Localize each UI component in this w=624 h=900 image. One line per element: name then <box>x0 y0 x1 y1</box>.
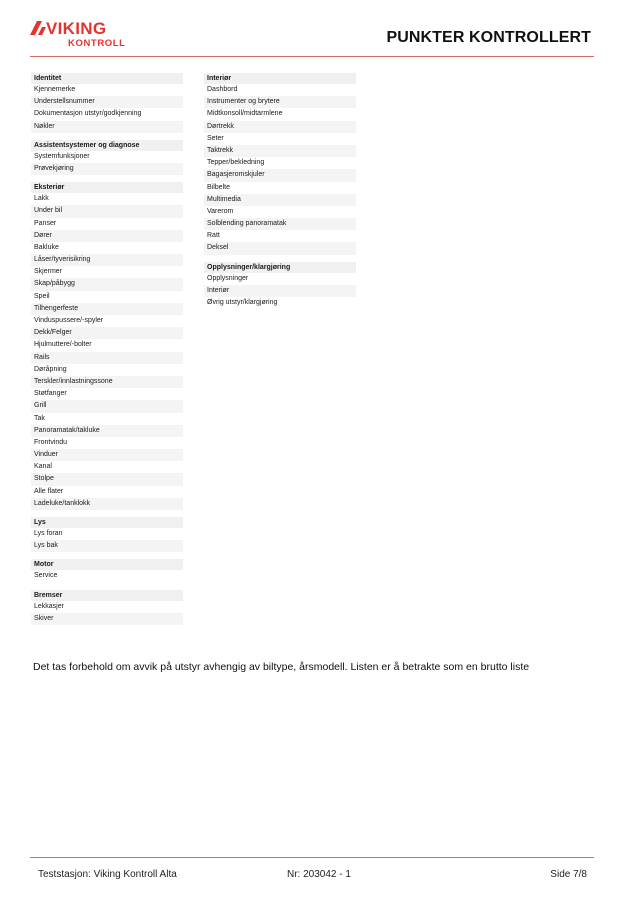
section-bremser <box>31 590 183 625</box>
section-motor <box>31 559 183 582</box>
section-identitet <box>31 73 183 133</box>
checklist-item: Stolpe <box>31 473 183 485</box>
checklist-item: Bagasjeromskjuler <box>204 169 356 181</box>
checklist-item: Seter <box>207 134 224 142</box>
section-heading: Eksteriør <box>31 182 183 193</box>
checklist-item: Skiver <box>31 613 183 625</box>
checklist-item: Speil <box>34 292 50 300</box>
checklist-item: Lys foran <box>34 530 63 537</box>
checklist-item: Taktrekk <box>204 145 356 157</box>
section-heading: Bremser <box>31 590 183 601</box>
checklist-left-column <box>31 73 183 632</box>
checklist-item: Bilbelte <box>207 183 230 191</box>
checklist-item: Kanal <box>34 463 52 471</box>
section-eksteriør <box>31 182 183 510</box>
checklist-item: Solblending panoramatak <box>204 218 356 230</box>
checklist-item: Tepper/bekledning <box>207 159 265 167</box>
checklist-item: Ladeluke/tanklokk <box>31 498 183 510</box>
checklist-item: Frontvindu <box>34 438 68 446</box>
footer-report-number: Nr: 203042 - 1 <box>287 869 351 880</box>
checklist-item: Panser <box>34 219 57 227</box>
disclaimer-text: Det tas forbehold om avvik på utstyr avhengig av biltype, årsmodell. Listen er å betrakte som en brutto liste <box>33 661 530 673</box>
checklist-item: Panoramatak/takluke <box>31 425 183 437</box>
checklist-item: Rails <box>31 352 183 364</box>
section-assistentsystemer-og-diagnose <box>31 140 183 175</box>
checklist-item: Dokumentasjon utstyr/godkjenning <box>34 110 142 118</box>
checklist-item: Varerom <box>207 207 234 215</box>
section-lys <box>31 517 183 552</box>
checklist-item: Øvrig utstyr/klargjøring <box>207 299 278 306</box>
checklist-item: Dørtrekk <box>204 121 356 133</box>
checklist-item: Kjennemerke <box>34 86 76 93</box>
section-interiør <box>204 73 356 255</box>
checklist-item: Skap/påbygg <box>31 278 183 290</box>
checklist-item: Dashbord <box>207 86 238 93</box>
footer-divider <box>30 857 594 858</box>
checklist-item: Støtfanger <box>34 390 67 398</box>
page-title: PUNKTER KONTROLLERT <box>386 29 591 46</box>
checklist-item: Service <box>34 572 58 580</box>
section-opplysninger-klargjøring <box>204 262 356 310</box>
checklist-item: Grill <box>31 400 183 412</box>
checklist-item: Dekk/Felger <box>31 327 183 339</box>
section-heading: Motor <box>31 559 183 570</box>
checklist-item: Multimedia <box>204 194 356 206</box>
checklist-item: Under bil <box>31 205 183 217</box>
footer-page-number: Side 7/8 <box>550 869 587 880</box>
checklist-item: Alle flater <box>34 487 64 495</box>
checklist-item: Lekkasjer <box>34 602 64 610</box>
checklist-item: Tak <box>34 414 45 422</box>
page-header <box>0 0 624 58</box>
section-heading: Interiør <box>204 73 356 84</box>
checklist-item: Terskler/innlastningssone <box>31 376 183 388</box>
checklist-item: Nøkler <box>31 121 183 133</box>
checklist-item: Skjermer <box>34 268 63 276</box>
checklist-item: Opplysninger <box>207 274 249 282</box>
checklist-item: Ratt <box>207 232 220 240</box>
checklist-item: Hjulmuttere/-bolter <box>34 341 92 349</box>
checklist-item: Dører <box>31 230 183 242</box>
logo-subtext: KONTROLL <box>68 38 126 49</box>
checklist-item: Prøvekjøring <box>31 163 183 175</box>
checklist-item: Bakluke <box>34 243 59 251</box>
checklist-item: Midtkonsoll/midtarmlene <box>207 110 283 118</box>
section-heading: Identitet <box>31 73 183 84</box>
section-heading: Assistentsystemer og diagnose <box>31 140 183 151</box>
checklist-item: Døråpning <box>34 365 67 373</box>
section-heading: Lys <box>31 517 183 528</box>
checklist-item: Deksel <box>204 242 356 254</box>
header-divider <box>30 56 594 57</box>
checklist-item: Understellsnummer <box>31 96 183 108</box>
logo-text: VIKING <box>46 19 107 38</box>
checklist-item: Instrumenter og brytere <box>204 96 356 108</box>
checklist-right-column <box>204 73 356 316</box>
checklist-item: Systemfunksjoner <box>34 152 90 160</box>
checklist-item: Interiør <box>204 285 356 297</box>
checklist-item: Tilhengerfeste <box>31 303 183 315</box>
section-heading: Opplysninger/klargjøring <box>204 262 356 273</box>
checklist-item: Vinduer <box>31 449 183 461</box>
checklist-item: Vinduspussere/-spyler <box>34 317 104 324</box>
checklist-item: Lakk <box>34 195 49 203</box>
checklist-item: Låser/tyverisikring <box>31 254 183 266</box>
checklist-item: Lys bak <box>31 540 183 552</box>
viking-kontroll-logo <box>30 20 130 50</box>
footer-station: Teststasjon: Viking Kontroll Alta <box>38 869 177 880</box>
